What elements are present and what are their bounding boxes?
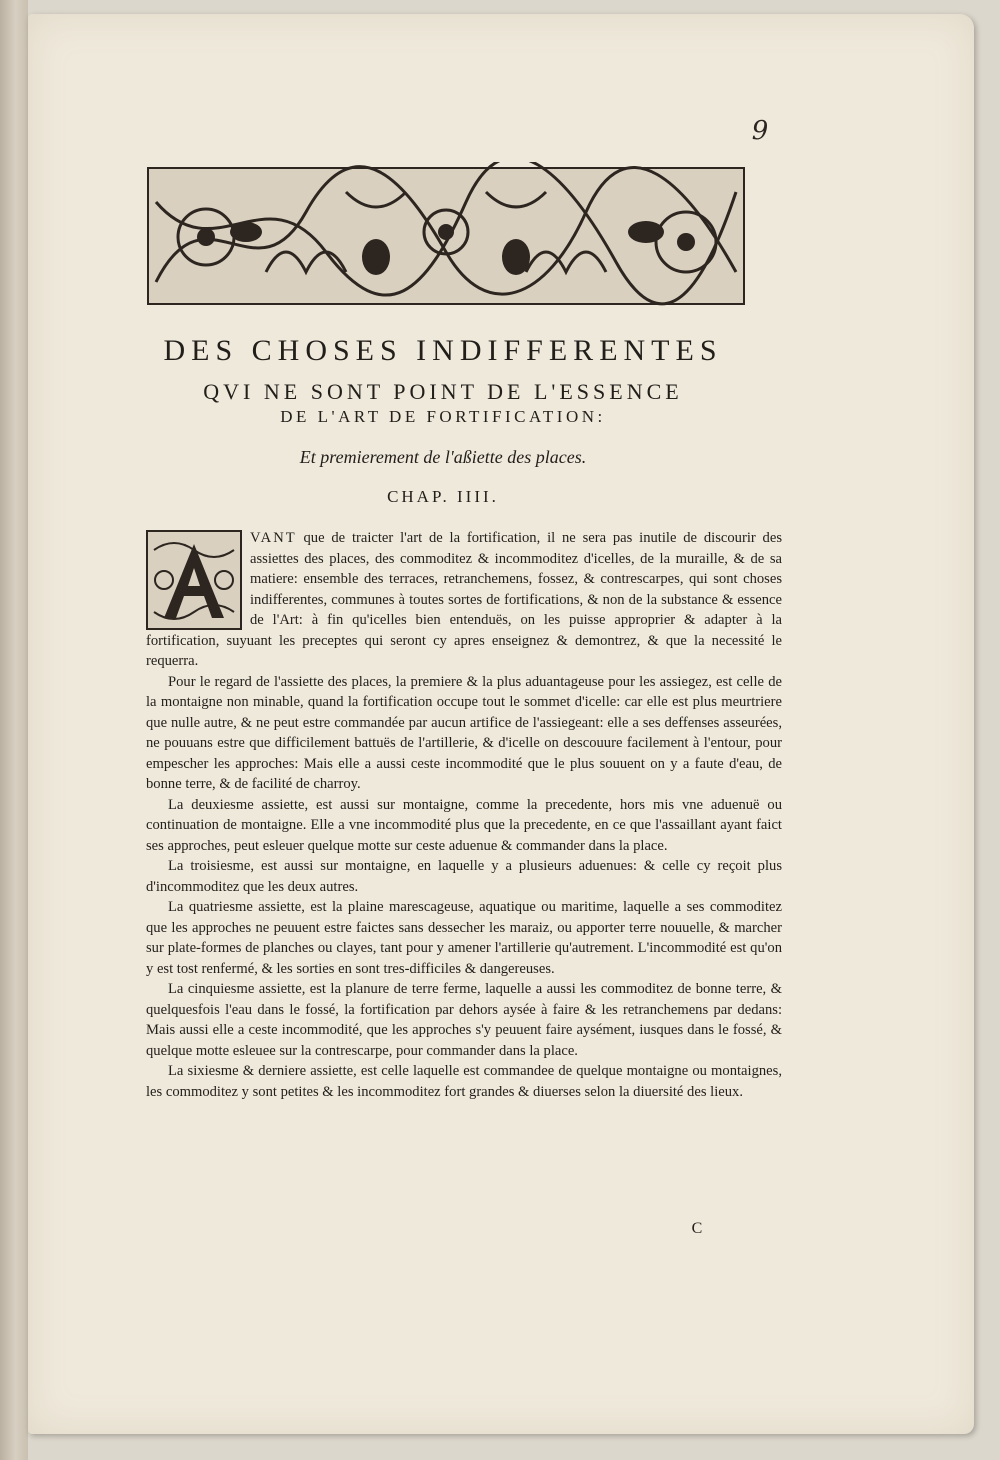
paragraph-assiette-1: Pour le regard de l'assiette des places, la premiere & la plus aduantageuse pour les assiegez, est celle de la montaigne non minable, quand la fortification occupe tout le sommet d'icelle: car elle est plus meurtriere que nulle autre, & ne peut estre commandée par aucun artifice de l'assiegeant: elle a ses deffenses asseurées, ne pouuans estre que difficilement battuës de l'artillerie, & d'icelle on descouure facilement à l'entour, pour empescher les approches: Mais elle a aussi ceste incommodité que le plus souuent on y a faute d'eau, de bonne terre, & de facilité de charroy.: [146, 673, 782, 792]
paragraph-assiette-2: La deuxiesme assiette, est aussi sur montaigne, comme la precedente, hors mis vne aduenuë ou continuation de montaigne. Elle a vne incommodité plus que la precedente, en ce que l'assaillant ayant faict ses approches, peut esleuer quelque motte sur ceste aduenue & commander dans la place.: [146, 796, 782, 854]
paragraph-assiette-3: La troisiesme, est aussi sur montaigne, en laquelle y a plusieurs aduenues: & celle cy reçoit plus d'incommoditez que les deux autres.: [146, 858, 782, 895]
title-line-1: DES CHOSES INDIFFERENTES: [163, 334, 723, 367]
decorated-initial-a-icon: [146, 530, 242, 630]
section-subtitle: Et premierement de l'aßiette des places.: [299, 447, 587, 467]
body-text: [146, 528, 782, 1102]
chapter-heading: CHAP. IIII.: [387, 487, 499, 506]
paragraph-assiette-6: La sixiesme & derniere assiette, est celle laquelle est commandee de quelque montaigne ou montaignes, les commoditez y sont petites & les incommoditez fort grandes & diuerses selon la diuersité des lieux.: [146, 1063, 782, 1100]
book-page: [28, 14, 974, 1434]
lead-word: VANT: [250, 530, 297, 546]
foliate-headpiece-icon: [146, 162, 746, 310]
first-paragraph-text: que de traicter l'art de la fortification, il ne sera pas inutile de discourir des assiettes des places, des commoditez & incommoditez d'icelles, de la muraille, & de sa matiere: ensemble des terraces, retranchemens, fossez, & contrescarpes, qui sont choses indifferentes, communes à toutes sortes de fortifications, & non de la substance & essence de l'Art: à fin qu'icelles bien entenduës, on les puisse approprier & adapter à la fortification, suyuant les preceptes qui seront cy apres enseignez & demontrez, & que la necessité le requerra.: [146, 530, 782, 669]
title-line-2: QVI NE SONT POINT DE L'ESSENCE: [203, 379, 683, 404]
book-spine-edge: [0, 0, 28, 1460]
signature-mark: C: [691, 1220, 703, 1237]
paragraph-assiette-4: La quatriesme assiette, est la plaine marescageuse, aquatique ou maritime, laquelle a ses commoditez que les approches ne peuuent estre faictes sans dessecher les maraiz, ou apporter terre nouuelle, & marcher sur plate-formes de planches ou clayes, tant pour y amener l'artillerie qu'autrement. L'incommodité est qu'on y est tost renfermé, & les sorties en sont tres-difficiles & dangereuses.: [146, 899, 782, 977]
paragraph-assiette-5: La cinquiesme assiette, est la planure de terre ferme, laquelle a aussi les commoditez de bonne terre, & quelquesfois l'eau dans le fossé, la fortification par dehors aysée à faire & les retranchemens par dedans: Mais aussi elle a ceste incommodité, que les approches s'y peuuent faire aysément, iusques dans le fossé, & quelque motte esleuee sur la contrescarpe, pour commander dans la place.: [146, 981, 782, 1059]
first-paragraph: [146, 528, 782, 672]
title-line-3: DE L'ART DE FORTIFICATION:: [280, 407, 606, 426]
page-number: 9: [751, 116, 769, 146]
